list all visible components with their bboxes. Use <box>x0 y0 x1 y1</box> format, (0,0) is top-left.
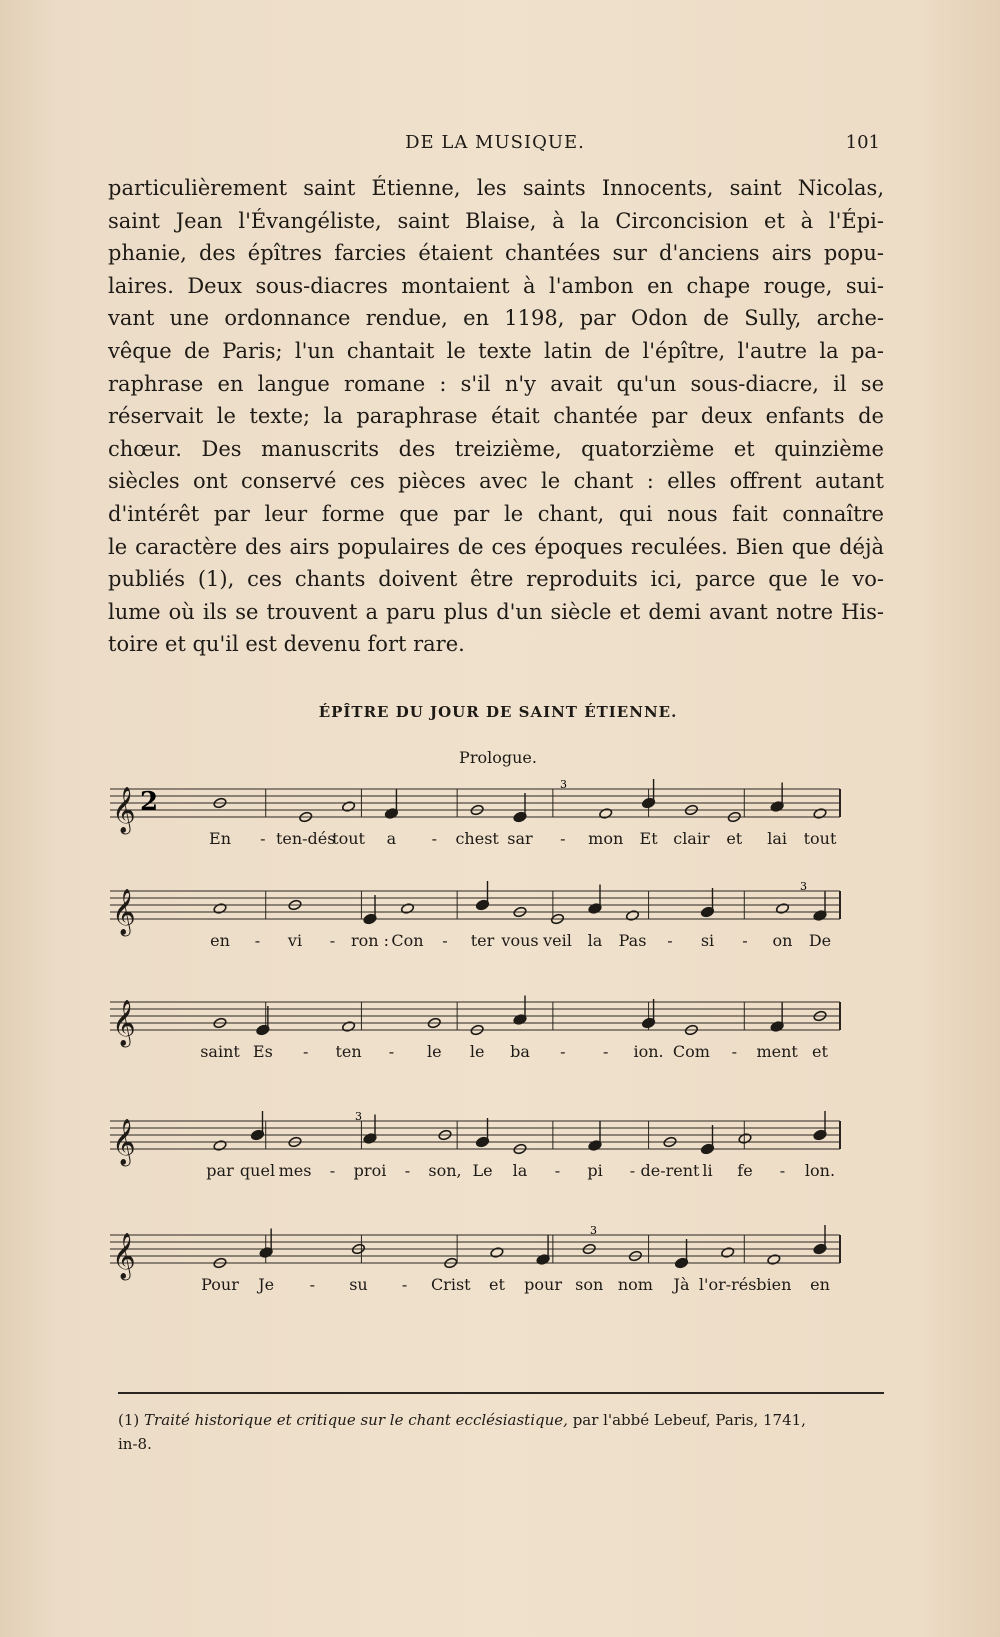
lyric-syllable: bien <box>756 1275 792 1294</box>
lyric-syllable: vi <box>287 931 303 950</box>
lyric-syllable: Pour <box>201 1275 239 1294</box>
lyric-syllable: - <box>388 1042 395 1061</box>
lyric-syllable: ten <box>335 1042 362 1061</box>
lyric-syllable: tout <box>332 829 365 848</box>
body-line: saint Jean l'Évangéliste, saint Blaise, à la Circoncision et à l'Épi- <box>108 208 884 233</box>
treble-clef-icon: 𝄞 <box>112 1000 136 1046</box>
lyric-syllable: on <box>772 931 793 950</box>
lyric-syllable: vous <box>501 931 539 950</box>
page-number: 101 <box>845 132 880 153</box>
running-head-title: DE LA MUSIQUE. <box>405 132 585 153</box>
body-line: vêque de Paris; l'un chantait le texte latin de l'épître, l'autre la pa- <box>108 338 884 363</box>
lyric-syllable: ten-dés <box>275 829 336 848</box>
music-title: ÉPÎTRE DU JOUR DE SAINT ÉTIENNE. <box>318 703 678 721</box>
lyric-syllable: - <box>431 829 437 848</box>
lyric-syllable: mes <box>278 1161 312 1180</box>
triplet-mark: 3 <box>355 1110 362 1123</box>
lyric-syllable: - <box>742 931 748 950</box>
triplet-mark: 3 <box>560 778 567 791</box>
lyric-syllable: ba <box>510 1042 530 1061</box>
lyric-syllable: la <box>512 1161 528 1180</box>
lyric-syllable: son <box>575 1275 604 1294</box>
body-paragraph <box>108 172 884 661</box>
lyric-syllable: quel <box>239 1161 276 1180</box>
treble-clef-icon: 𝄞 <box>112 889 136 935</box>
lyric-syllable: su <box>349 1275 368 1294</box>
footnote-citation: par l'abbé Lebeuf, Paris, 1741, <box>572 1411 806 1429</box>
note-head <box>400 903 414 915</box>
lyric-syllable: ion. <box>633 1042 664 1061</box>
lyric-syllable: nom <box>617 1275 653 1294</box>
footnote-marker: (1) <box>118 1411 140 1429</box>
lyric-syllable: - <box>309 1275 315 1294</box>
lyrics-line <box>110 829 886 851</box>
lyric-syllable: et <box>812 1042 828 1061</box>
lyric-syllable: lai <box>767 829 788 848</box>
lyric-syllable: l'or-rés <box>698 1275 757 1294</box>
lyric-syllable: lon. <box>804 1161 836 1180</box>
note-head <box>721 1247 735 1259</box>
running-head <box>110 132 880 162</box>
body-line: siècles ont conservé ces pièces avec le chant : elles offrent autant <box>108 469 884 494</box>
lyric-syllable: - <box>404 1161 411 1180</box>
body-line: raphrase en langue romane : s'il n'y avait qu'un sous-diacre, il se <box>108 371 884 396</box>
lyric-syllable: - <box>329 931 336 950</box>
lyrics-line <box>110 931 886 953</box>
lyric-syllable: - <box>260 829 266 848</box>
footnote-title: Traité historique et critique sur le chant ecclésiastique, <box>144 1411 568 1429</box>
lyric-syllable: veil <box>543 931 572 950</box>
body-line: chœur. Des manuscrits des treizième, quatorzième et quinzième <box>108 436 884 461</box>
lyric-syllable: de-rent <box>640 1161 700 1180</box>
lyric-syllable: a <box>386 829 397 848</box>
lyric-syllable: - <box>629 1161 636 1180</box>
note-head <box>738 1133 752 1145</box>
lyric-syllable: Et <box>639 829 658 848</box>
lyric-syllable: sar <box>507 829 533 848</box>
lyric-syllable: pi <box>587 1161 603 1180</box>
lyric-syllable: mon <box>588 829 624 848</box>
note-head <box>213 903 227 915</box>
lyric-syllable: ter <box>470 931 495 950</box>
body-line: d'intérêt par leur forme que par le chant, qui nous fait connaître <box>108 501 884 526</box>
footnote <box>118 1408 888 1456</box>
note-head <box>213 1140 227 1152</box>
lyric-syllable: ment <box>756 1042 798 1061</box>
note-head <box>767 1254 781 1266</box>
lyric-syllable: tout <box>803 829 837 848</box>
footnote-line2: in-8. <box>118 1435 152 1453</box>
lyric-syllable: si <box>700 931 715 950</box>
lyric-syllable: En <box>209 829 231 848</box>
lyric-syllable: - <box>603 1042 609 1061</box>
lyric-syllable: et <box>726 829 743 848</box>
lyric-syllable: - <box>731 1042 737 1061</box>
body-line: publiés (1), ces chants doivent être reproduits ici, parce que le vo- <box>108 567 884 592</box>
lyric-syllable: - <box>560 1042 566 1061</box>
body-line: lume où ils se trouvent a paru plus d'un siècle et demi avant notre His- <box>108 599 884 624</box>
lyric-syllable: le <box>469 1042 485 1061</box>
lyric-syllable: la <box>587 931 603 950</box>
note-head <box>813 808 827 820</box>
lyric-syllable: chest <box>455 829 499 848</box>
lyric-syllable: Je <box>258 1275 275 1294</box>
lyric-syllable: - <box>329 1161 336 1180</box>
lyric-syllable: li <box>702 1161 713 1180</box>
lyric-syllable: - <box>442 931 448 950</box>
body-line: toire et qu'il est devenu fort rare. <box>108 632 465 657</box>
lyric-syllable: en <box>210 931 230 950</box>
lyric-syllable: - <box>667 931 673 950</box>
lyric-syllable: en <box>810 1275 830 1294</box>
lyric-syllable: Jà <box>673 1275 690 1294</box>
lyric-syllable: De <box>808 931 832 950</box>
lyric-syllable: saint <box>200 1042 240 1061</box>
note-head <box>342 1021 356 1033</box>
lyric-syllable: par <box>206 1161 234 1180</box>
lyric-syllable: le <box>426 1042 442 1061</box>
body-line: laires. Deux sous-diacres montaient à l'ambon en chape rouge, sui- <box>108 273 884 298</box>
lyric-syllable: - <box>779 1161 786 1180</box>
lyric-syllable: Con <box>391 931 424 950</box>
lyric-syllable: fe <box>737 1161 753 1180</box>
triplet-mark: 3 <box>590 1224 597 1237</box>
lyric-syllable: - <box>560 829 566 848</box>
note-head <box>625 910 639 922</box>
note-head <box>490 1247 504 1259</box>
lyric-syllable: - <box>303 1042 309 1061</box>
lyric-syllable: pour <box>524 1275 562 1294</box>
body-line: vant une ordonnance rendue, en 1198, par Odon de Sully, arche- <box>108 306 884 331</box>
body-line: réservait le texte; la paraphrase était chantée par deux enfants de <box>108 404 884 429</box>
body-line: le caractère des airs populaires de ces époques reculées. Bien que déjà <box>108 534 884 559</box>
lyric-syllable: Es <box>252 1042 273 1061</box>
lyric-syllable: Crist <box>430 1275 471 1294</box>
lyric-syllable: - <box>254 931 261 950</box>
treble-clef-icon: 𝄞 <box>112 1233 136 1279</box>
note-head <box>775 903 789 915</box>
lyric-syllable: ron : <box>350 931 390 950</box>
lyric-syllable: proi <box>353 1161 387 1180</box>
lyrics-line <box>110 1042 886 1064</box>
lyric-syllable: Pas <box>618 931 647 950</box>
note-head <box>342 801 356 813</box>
lyric-syllable: - <box>401 1275 408 1294</box>
footnote-rule <box>118 1392 884 1394</box>
music-subtitle: Prologue. <box>459 748 537 767</box>
lyric-syllable: Com <box>672 1042 710 1061</box>
note-head <box>599 808 613 820</box>
lyric-syllable: - <box>554 1161 561 1180</box>
triplet-mark: 3 <box>800 880 807 893</box>
lyric-syllable: clair <box>673 829 710 848</box>
body-line: particulièrement saint Étienne, les saints Innocents, saint Nicolas, <box>108 176 884 200</box>
body-line: phanie, des épîtres farcies étaient chantées sur d'anciens airs popu- <box>108 241 884 266</box>
lyric-syllable: Le <box>472 1161 493 1180</box>
treble-clef-icon: 𝄞 <box>112 787 136 833</box>
lyric-syllable: et <box>488 1275 505 1294</box>
lyrics-line <box>110 1161 886 1183</box>
treble-clef-icon: 𝄞 <box>112 1119 136 1165</box>
lyrics-line <box>110 1275 886 1297</box>
lyric-syllable: son, <box>428 1161 462 1180</box>
time-signature: 2 <box>140 787 159 817</box>
